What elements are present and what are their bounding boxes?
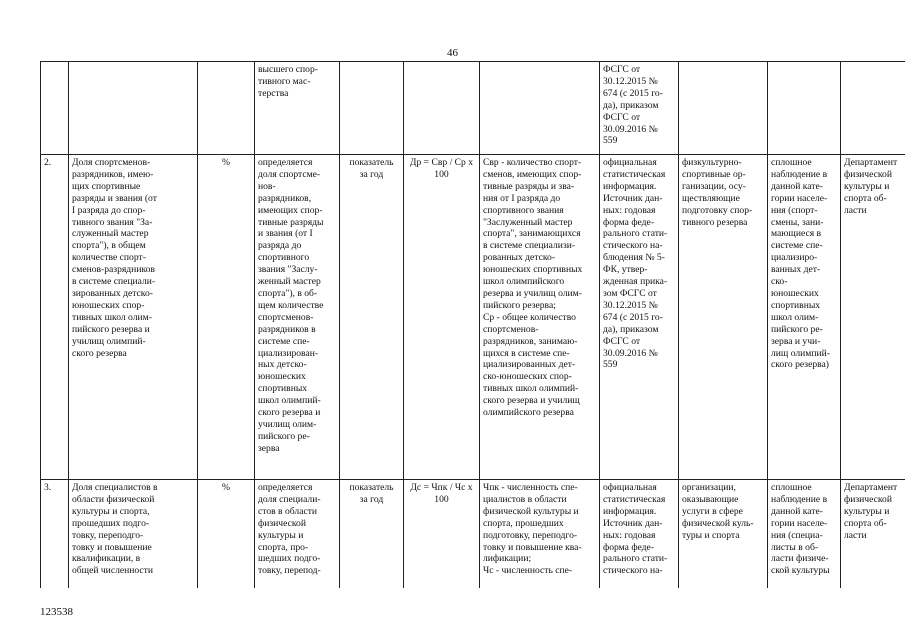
observation-method: сплошное наблюдение в данной кате- гории населе- ния (специа- листы в об- ласти физиче- ской культуры [768,480,841,589]
unit [198,62,255,155]
variables: Свр - количество спорт- сменов, имеющих спор- тивные разряды и зва- ния от I разряда до спортивного звания "Заслуженный мастер спорта", занимающихся в системе специализи- рованных детско- юношеских спортивных школ олимпийского резерва и училищ олим- пийского резерва; Ср - общее количество спортсменов- разрядников, занимаю- щихся в системе спе- циализированных дет- ско-юношеских спор- тивных школ олимпий- ского резерва и училищ олимпийского резерва [480,155,600,480]
period [340,62,404,155]
data-source: ФСГС от 30.12.2015 № 674 (с 2015 го- да), приказом ФСГС от 30.09.2016 № 559 [600,62,679,155]
data-source: официальная статистическая информация. Источник дан- ных: годовая форма феде- рального стати- стического на- блюдения № 5- ФК, утвер- жденная прика- зом ФСГС от 30.12.2015 № 674 (с 2015 го- да), приказом ФСГС от 30.09.2016 № 559 [600,155,679,480]
definition: высшего спор- тивного мас- терства [255,62,340,155]
responsible-body: Департамент физической культуры и спорта об- ласти [841,155,905,480]
indicator-name [69,62,198,155]
table-row [41,155,905,480]
observation-subjects: организации, оказывающие услуги в сфере физической куль- туры и спорта [679,480,768,589]
definition: определяется доля специали- стов в области физической культуры и спорта, про- шедших подго- товку, перепод- [255,480,340,589]
observation-subjects [679,62,768,155]
indicator-table [40,61,905,588]
unit: % [198,155,255,480]
variables [480,62,600,155]
row-number [41,62,69,155]
formula [404,62,480,155]
period: показатель за год [340,155,404,480]
page-number: 46 [447,47,458,59]
responsible-body [841,62,905,155]
unit: % [198,480,255,589]
responsible-body: Департамент физической культуры и спорта об- ласти [841,480,905,589]
row-number: 3. [41,480,69,589]
indicator-name: Доля спортсменов- разрядников, имею- щих спортивные разряды и звания (от I разряда до спор- тивного звания "За- служенный мастер спорта"), в общем количестве спорт- сменов-разрядников в системе специали- зированных детско- юношеских спор- тивных школ олим- пийского резерва и училищ олимпий- ского резерва [69,155,198,480]
formula: Дс = Чпк / Чс х 100 [404,480,480,589]
observation-method [768,62,841,155]
indicator-name: Доля специалистов в области физической культуры и спорта, прошедших подго- товку, переподго- товку и повышение квалификации, в общей численности [69,480,198,589]
data-source: официальная статистическая информация. Источник дан- ных: годовая форма феде- рального стати- стического на- [600,480,679,589]
table-row [41,480,905,589]
table-row [41,62,905,155]
observation-method: сплошное наблюдение в данной кате- гории населе- ния (спорт- смены, зани- мающиеся в системе спе- циализиро- ванных дет- ско- юношеских спортивных школ олим- пийского ре- зерва и учи- лищ олимпий- ского резерва) [768,155,841,480]
definition: определяется доля спортсме- нов- разрядников, имеющих спор- тивные разряды и звания (от I разряда до спортивного звания "Заслу- женный мастер спорта"), в об- щем количестве спортсменов- разрядников в системе спе- циализирован- ных детско- юношеских спортивных школ олимпий- ского резерва и училищ олим- пийского ре- зерва [255,155,340,480]
document-code: 123538 [40,606,73,618]
variables: Чпк - численность спе- циалистов в области физической культуры и спорта, прошедших подготовку, переподго- товку и повышение ква- лификации; Чс - численность спе- [480,480,600,589]
observation-subjects: физкультурно- спортивные ор- ганизации, осу- ществляющие подготовку спор- тивного резерва [679,155,768,480]
formula: Др = Свр / Ср х 100 [404,155,480,480]
period: показатель за год [340,480,404,589]
row-number: 2. [41,155,69,480]
